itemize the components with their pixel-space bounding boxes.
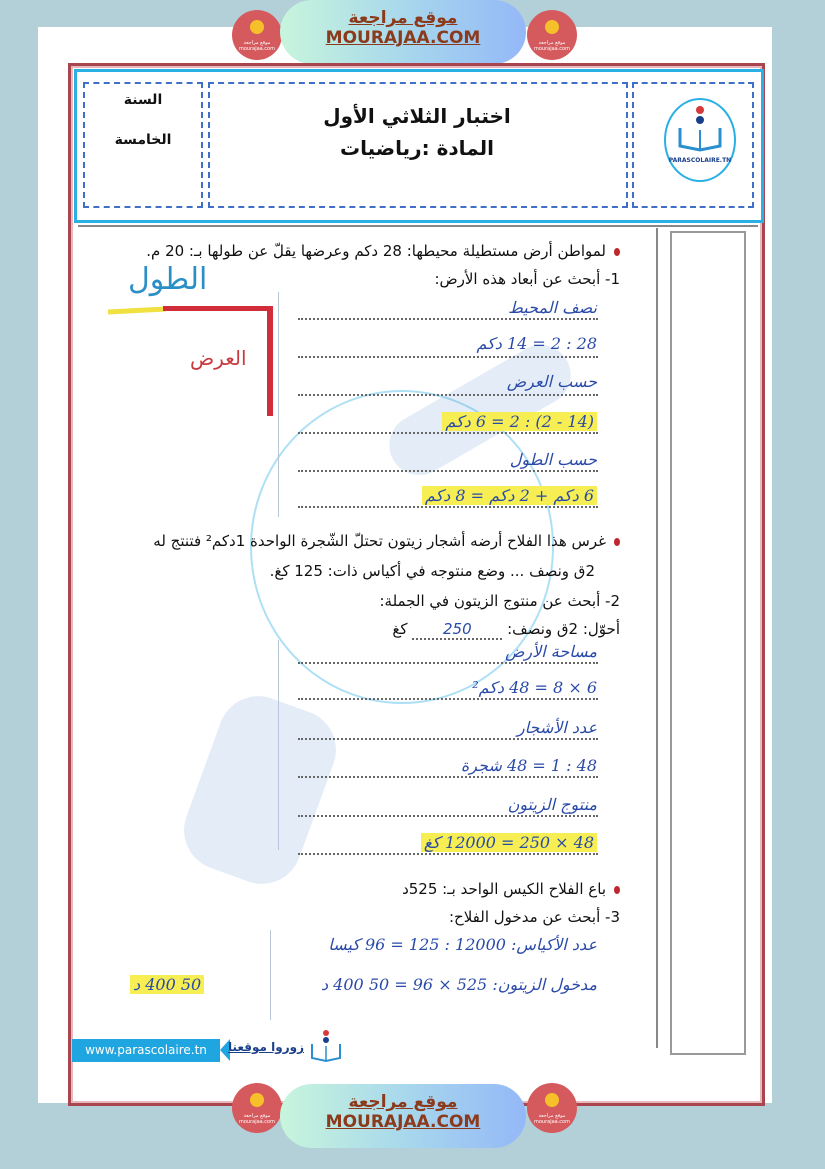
problem2-statement-2: 2ق ونصف ... وضع منتوجه في أكياس ذات: 125 كغ.	[269, 562, 595, 580]
handwritten-answer: مدخول الزيتون: 525 × 96 = 50 400 د	[320, 975, 597, 994]
content-top-rule	[78, 225, 758, 227]
mourajaa-badge-left[interactable]	[232, 1083, 282, 1133]
handwritten-answer: عدد الأكياس: 12000 : 125 = 96 كيسا	[328, 935, 597, 954]
answer-line	[298, 506, 598, 508]
badge-caption: موقع مراجعة mourajaa.com	[533, 1113, 570, 1125]
answer-line	[298, 470, 598, 472]
convert-row	[392, 620, 620, 640]
exam-title: اختبار الثلاثي الأول	[323, 104, 511, 128]
handwritten-answer: حسب الطول	[509, 450, 597, 469]
grading-margin	[670, 231, 746, 1055]
convert-unit: كغ	[392, 620, 408, 638]
mourajaa-badge-right[interactable]	[527, 10, 577, 60]
banner-latin-text: MOURAJAA.COM	[325, 1112, 481, 1132]
margin-line	[270, 930, 271, 1020]
book-icon	[545, 1093, 559, 1107]
banner-arabic-text: موقع مراجعة	[348, 8, 458, 28]
exam-subject: المادة :رياضيات	[340, 136, 494, 160]
year-label: السنة	[123, 92, 163, 108]
answer-line	[298, 815, 598, 817]
banner-latin-text: MOURAJAA.COM	[325, 28, 481, 48]
answer-line	[298, 738, 598, 740]
answer-line	[298, 318, 598, 320]
problem2-statement-1: غرس هذا الفلاح أرضه أشجار زيتون تحتلّ الشّجرة الواحدة 1دكم² فتنتج له	[153, 532, 620, 550]
convert-value: 250	[412, 620, 502, 640]
handwritten-answer: نصف المحيط	[508, 298, 597, 317]
handwritten-answer: منتوج الزيتون	[507, 795, 597, 814]
parascolaire-logo	[664, 98, 736, 182]
year-value: الخامسة	[114, 132, 172, 148]
badge-caption: موقع مراجعة mourajaa.com	[238, 40, 275, 52]
banner-arabic-text: موقع مراجعة	[348, 1092, 458, 1112]
handwritten-answer: مساحة الأرض	[505, 642, 597, 661]
handwritten-answer: 6 × 8 = 48 دكم²	[472, 678, 597, 697]
problem3-statement: باع الفلاح الكيس الواحد بـ: 525د	[402, 880, 620, 898]
handwritten-answer: 28 : 2 = 14 دكم	[476, 334, 597, 353]
length-label: الطول	[128, 262, 208, 297]
problem1-question: 1- أبحث عن أبعاد هذه الأرض:	[434, 270, 620, 288]
width-label: العرض	[190, 346, 247, 370]
badge-caption: موقع مراجعة mourajaa.com	[533, 40, 570, 52]
mourajaa-banner-top[interactable]	[280, 0, 526, 64]
logo-caption: PARASCOLAIRE.TN	[668, 157, 732, 164]
convert-label: أحوّل: 2ق ونصف:	[507, 620, 620, 638]
margin-line	[278, 640, 279, 850]
bullet-icon	[614, 886, 620, 894]
handwritten-answer: حسب العرض	[506, 372, 597, 391]
book-icon	[250, 1093, 264, 1107]
answer-line	[298, 394, 598, 396]
answer-line	[298, 356, 598, 358]
answer-line	[298, 698, 598, 700]
width-line	[267, 306, 273, 416]
income-highlight: 50 400 د	[130, 975, 204, 994]
handwritten-answer: 6 دكم + 2 دكم = 8 دكم	[422, 486, 597, 505]
book-icon	[545, 20, 559, 34]
parascolaire-url-link[interactable]: www.parascolaire.tn	[72, 1039, 220, 1062]
mourajaa-banner-bottom[interactable]	[280, 1084, 526, 1148]
problem3-question: 3- أبحث عن مدخول الفلاح:	[449, 908, 620, 926]
badge-caption: موقع مراجعة mourajaa.com	[238, 1113, 275, 1125]
bullet-icon	[614, 538, 620, 546]
parascolaire-small-logo-icon	[306, 1028, 346, 1068]
visit-site-link[interactable]: زوروا موقعنا	[228, 1040, 305, 1054]
answer-line	[298, 662, 598, 664]
handwritten-answer: عدد الأشجار	[516, 718, 597, 737]
length-line	[163, 306, 273, 311]
mourajaa-badge-left[interactable]	[232, 10, 282, 60]
margin-line	[278, 292, 279, 517]
answer-line	[298, 853, 598, 855]
book-logo-icon	[666, 100, 734, 160]
handwritten-answer: 48 : 1 = 48 شجرة	[460, 756, 597, 775]
answer-line	[298, 776, 598, 778]
mourajaa-badge-right[interactable]	[527, 1083, 577, 1133]
handwritten-answer: 48 × 250 = 12000 كغ	[421, 833, 597, 852]
problem2-question: 2- أبحث عن منتوج الزيتون في الجملة:	[379, 592, 620, 610]
book-icon	[250, 20, 264, 34]
answer-line	[298, 432, 598, 434]
problem1-statement: لمواطن أرض مستطيلة محيطها: 28 دكم وعرضها يقلّ عن طولها بـ: 20 م.	[146, 242, 620, 260]
handwritten-answer: (14 - 2) : 2 = 6 دكم	[442, 412, 597, 431]
bullet-icon	[614, 248, 620, 256]
